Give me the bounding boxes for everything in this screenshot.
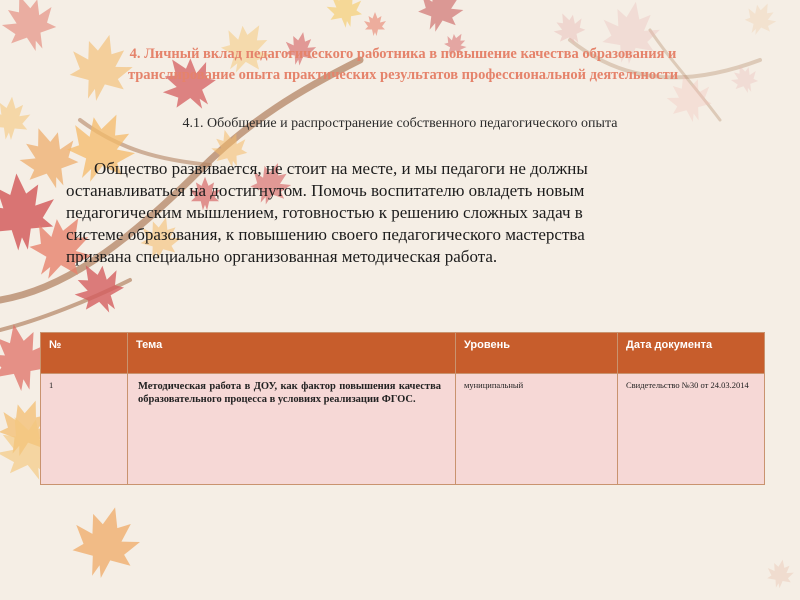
paragraph-line: педагогическим мышлением, готовностью к решению сложных задач в	[66, 203, 583, 222]
header-theme: Тема	[128, 333, 456, 374]
paragraph-line: останавливаться на достигнутом. Помочь воспитателю овладеть новым	[66, 181, 585, 200]
table-header-row	[41, 333, 765, 374]
documents-table	[40, 332, 765, 485]
slide-heading-line: 4. Личный вклад педагогического работника в повышение качества образования и	[129, 46, 677, 62]
slide-heading	[58, 44, 748, 86]
cell-number: 1	[41, 374, 128, 485]
header-document-date: Дата документа	[618, 333, 765, 374]
header-level: Уровень	[456, 333, 618, 374]
slide-heading-line: транслирование опыта практических результатов профессиональной деятельности	[127, 67, 679, 83]
header-number: №	[41, 333, 128, 374]
paragraph-line: системе образования, к повышению своего педагогического мастерства	[66, 225, 585, 244]
paragraph-line: Общество развивается, не стоит на месте, и мы педагоги не должны	[94, 159, 588, 178]
body-paragraph	[66, 158, 706, 268]
cell-document-date: Свидетельство №30 от 24.03.2014	[618, 374, 765, 485]
paragraph-line: призвана специально организованная методическая работа.	[66, 247, 498, 266]
cell-level: муниципальный	[456, 374, 618, 485]
table-row	[41, 374, 765, 485]
slide-subheading: 4.1. Обобщение и распространение собственного педагогического опыта	[182, 116, 618, 131]
cell-theme: Методическая работа в ДОУ, как фактор повышения качества образовательного процесса в условиях реализации ФГОС.	[128, 374, 456, 485]
